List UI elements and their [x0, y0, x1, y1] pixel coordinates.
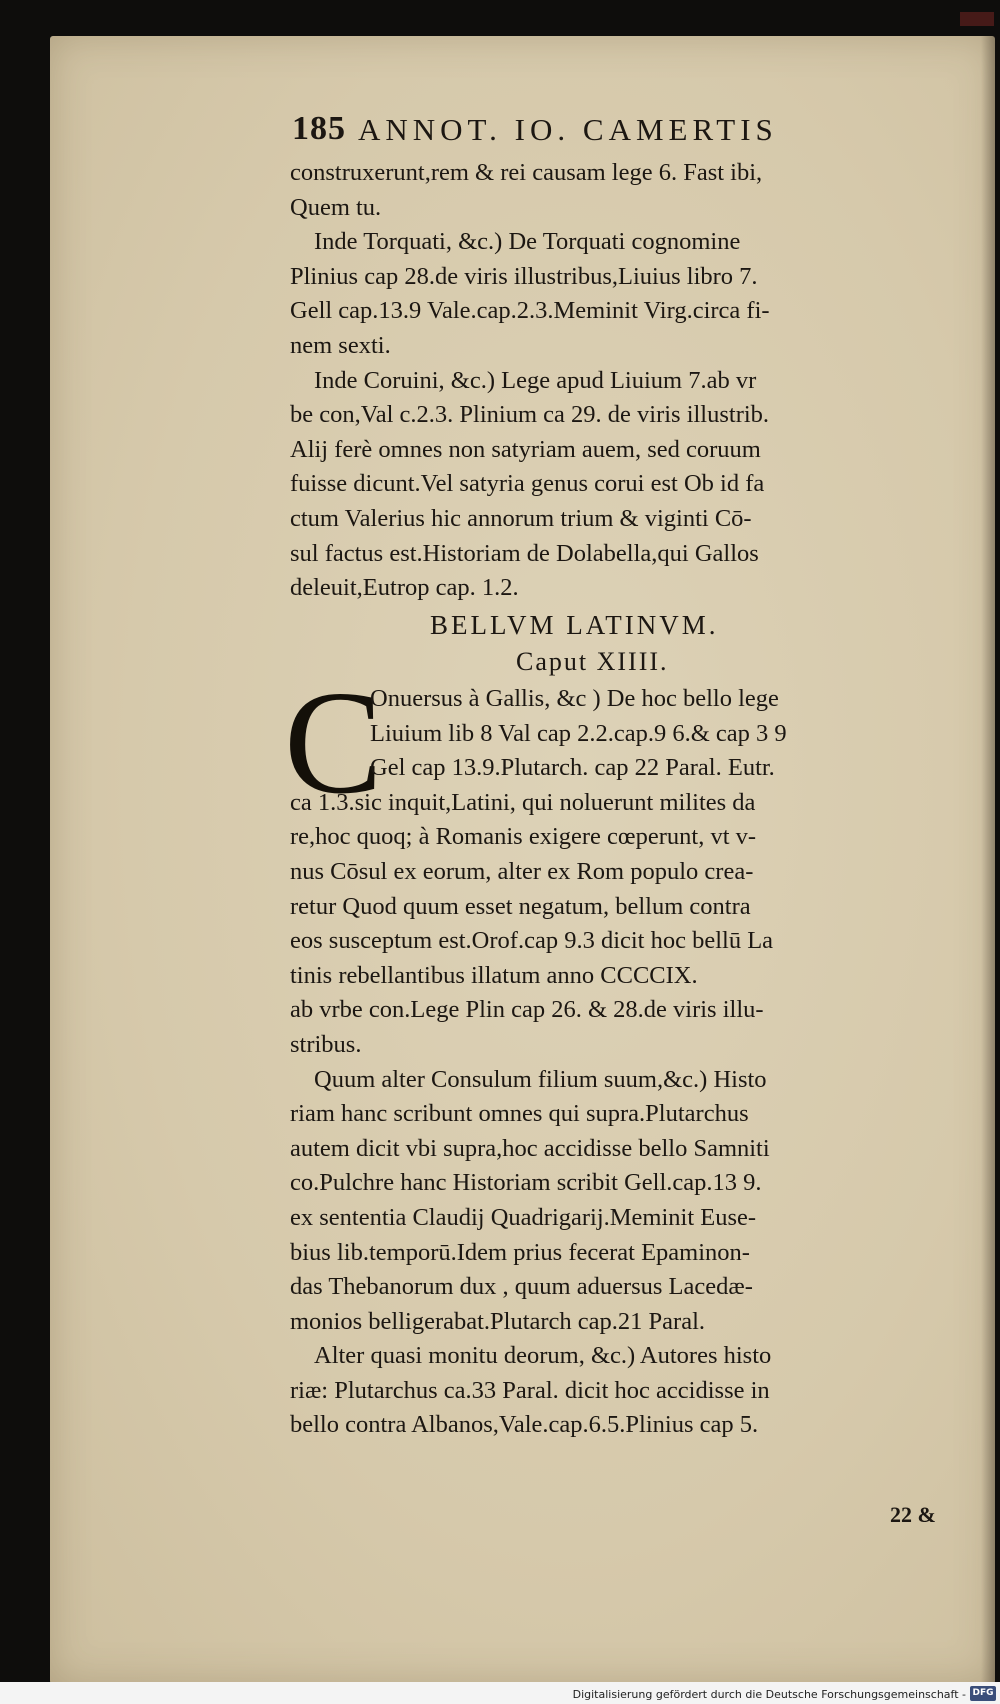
text-line: Onuersus à Gallis, &c ) De hoc bello lege — [370, 685, 779, 712]
text-line: monios belligerabat.Plutarch cap.21 Paral. — [290, 1307, 706, 1335]
page-edge-shadow — [981, 36, 995, 1684]
text-line: nem sexti. — [290, 331, 391, 359]
text-line: riam hanc scribunt omnes qui supra.Plutarchus — [290, 1100, 749, 1128]
text-line: Alij ferè omnes non satyriam auem, sed coruum — [290, 435, 761, 463]
text-line: ctum Valerius hic annorum trium & viginti Cō- — [290, 504, 752, 532]
text-line: sul factus est.Historiam de Dolabella,qui Gallos — [290, 539, 759, 567]
text-line: co.Pulchre hanc Historiam scribit Gell.cap.13 9. — [290, 1169, 762, 1197]
chapter-label: Caput XIIII. — [516, 647, 669, 676]
folio-number: 185 — [292, 110, 346, 147]
text-line: Gell cap.13.9 Vale.cap.2.3.Meminit Virg.circa fi- — [290, 297, 770, 325]
body-text-top — [290, 156, 960, 606]
page-header — [292, 110, 962, 160]
running-head: ANNOT. IO. CAMERTIS — [358, 112, 778, 147]
text-line: riæ: Plutarchus ca.33 Paral. dicit hoc accidisse in — [290, 1376, 770, 1404]
text-line: stribus. — [290, 1030, 362, 1058]
library-stamp-mark — [960, 12, 994, 26]
text-line: nus Cōsul ex eorum, alter ex Rom populo crea- — [290, 857, 754, 885]
text-line: fuisse dicunt.Vel satyria genus corui est Ob id fa — [290, 470, 765, 498]
text-line: Inde Torquati, &c.) De Torquati cognomine — [314, 228, 741, 256]
text-line: ca 1.3.sic inquit,Latini, qui noluerunt milites da — [290, 788, 756, 816]
text-line: Alter quasi monitu deorum, &c.) Autores histo — [314, 1342, 772, 1370]
decorated-initial: C — [284, 661, 383, 825]
dfg-logo: DFG — [970, 1686, 996, 1701]
text-line: Liuium lib 8 Val cap 2.2.cap.9 6.& cap 3 9 — [370, 719, 787, 747]
text-line: Quum alter Consulum filium suum,&c.) Histo — [314, 1065, 767, 1093]
text-line: eos susceptum est.Orof.cap 9.3 dicit hoc bellū La — [290, 927, 774, 955]
text-line: bius lib.temporū.Idem prius fecerat Epaminon- — [290, 1238, 750, 1266]
digitization-footer — [0, 1682, 1000, 1704]
footer-credit: Digitalisierung gefördert durch die Deutsche Forschungsgemeinschaft - — [572, 1688, 966, 1701]
text-line: ex sententia Claudij Quadrigarij.Meminit Euse- — [290, 1203, 757, 1231]
body-text-chapter — [290, 682, 960, 1443]
text-line: das Thebanorum dux , quum aduersus Lacedæ- — [290, 1273, 753, 1301]
text-line: tinis rebellantibus illatum anno CCCCIX. — [290, 961, 698, 989]
section-title: BELLVM LATINVM. — [430, 610, 719, 640]
text-line: deleuit,Eutrop cap. 1.2. — [290, 574, 519, 602]
text-line: Plinius cap 28.de viris illustribus,Liuius libro 7. — [290, 262, 758, 290]
text-line: be con,Val c.2.3. Plinium ca 29. de viris illustrib. — [290, 401, 770, 429]
text-line: bello contra Albanos,Vale.cap.6.5.Plinius cap 5. — [290, 1411, 759, 1439]
text-line: ab vrbe con.Lege Plin cap 26. & 28.de viris illu- — [290, 996, 764, 1024]
text-line: re,hoc quoq; à Romanis exigere cœperunt, vt v- — [290, 823, 757, 851]
text-line: construxerunt,rem & rei causam lege 6. Fast ibi, — [290, 159, 763, 186]
catchword: 22 & — [890, 1502, 936, 1527]
text-line: Quem tu. — [290, 193, 382, 221]
text-line: retur Quod quum esset negatum, bellum contra — [290, 892, 751, 920]
text-line: Inde Coruini, &c.) Lege apud Liuium 7.ab vr — [314, 366, 757, 394]
text-line: Gel cap 13.9.Plutarch. cap 22 Paral. Eutr. — [370, 754, 775, 782]
text-line: autem dicit vbi supra,hoc accidisse bello Samniti — [290, 1134, 770, 1162]
